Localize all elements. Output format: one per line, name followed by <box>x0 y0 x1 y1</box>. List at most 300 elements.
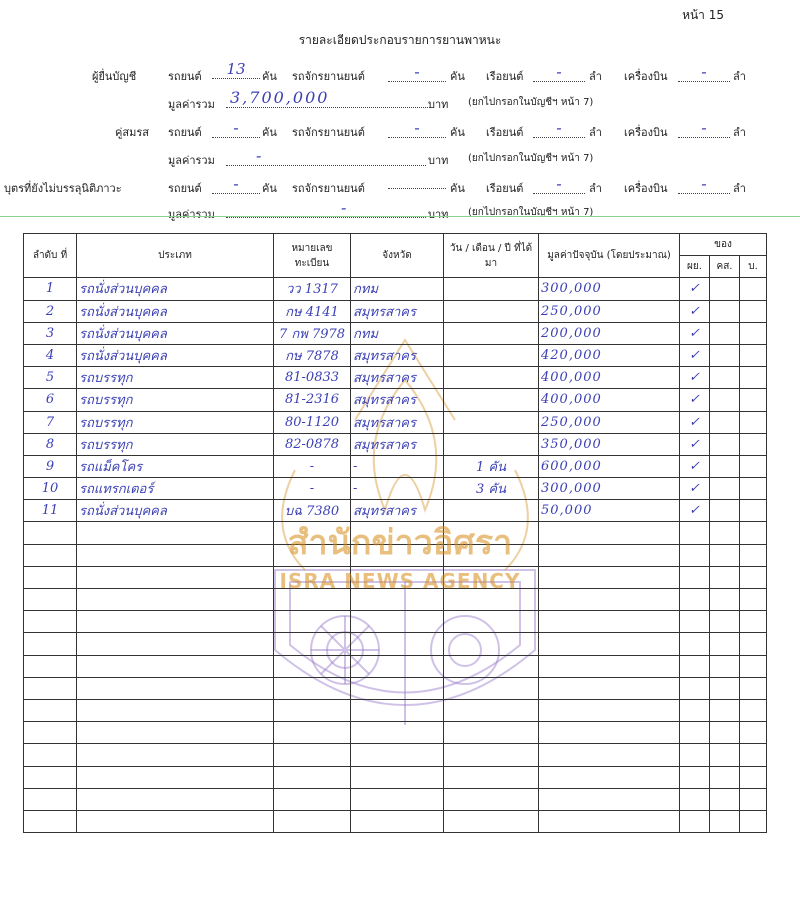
current-value: 200,000 <box>539 322 680 344</box>
empty-cell <box>710 699 740 721</box>
table-row <box>24 344 767 366</box>
total-unit: บาท <box>428 208 449 221</box>
owner-spouse-check <box>710 278 740 300</box>
owner-spouse-check <box>710 367 740 389</box>
car-unit: คัน <box>262 70 277 83</box>
acquired-date: 1 คัน <box>444 455 539 477</box>
empty-cell <box>274 699 351 721</box>
empty-cell <box>351 655 444 677</box>
current-value: 400,000 <box>539 367 680 389</box>
empty-cell <box>680 655 710 677</box>
empty-cell <box>710 677 740 699</box>
empty-cell <box>740 699 767 721</box>
empty-cell <box>77 766 274 788</box>
plane-unit: ลำ <box>733 182 746 195</box>
empty-cell <box>740 766 767 788</box>
boat-label: เรือยนต์ <box>486 70 524 83</box>
empty-cell <box>740 744 767 766</box>
header-plate: หมายเลข ทะเบียน <box>274 234 351 278</box>
empty-cell <box>539 633 680 655</box>
acquired-date <box>444 278 539 300</box>
empty-cell <box>444 699 539 721</box>
total-label: มูลค่ารวม <box>168 208 215 221</box>
empty-cell <box>351 566 444 588</box>
vehicle-type: รถแม็คโคร <box>77 455 274 477</box>
empty-cell <box>444 677 539 699</box>
province: กทม <box>351 278 444 300</box>
empty-cell <box>680 744 710 766</box>
total-label: มูลค่ารวม <box>168 98 215 111</box>
empty-cell <box>539 544 680 566</box>
empty-cell <box>539 611 680 633</box>
vehicle-type: รถนั่งส่วนบุคคล <box>77 344 274 366</box>
row-number: 11 <box>24 500 77 522</box>
empty-cell <box>351 766 444 788</box>
empty-cell <box>444 522 539 544</box>
vehicle-type: รถนั่งส่วนบุคคล <box>77 500 274 522</box>
empty-cell <box>740 544 767 566</box>
row-number: 1 <box>24 278 77 300</box>
empty-cell <box>710 788 740 810</box>
table-row-empty <box>24 611 767 633</box>
car-label: รถยนต์ <box>168 126 202 139</box>
table-row-empty <box>24 589 767 611</box>
empty-cell <box>539 589 680 611</box>
owner-child-check <box>740 367 767 389</box>
row-number: 8 <box>24 433 77 455</box>
empty-cell <box>680 544 710 566</box>
empty-cell <box>351 633 444 655</box>
empty-cell <box>351 522 444 544</box>
owner-spouse-check <box>710 500 740 522</box>
owner-spouse-check <box>710 411 740 433</box>
total-value: 3,700,000 <box>226 88 430 108</box>
boat-unit: ลำ <box>589 126 602 139</box>
moto-label: รถจักรยานยนต์ <box>292 126 365 139</box>
boat-label: เรือยนต์ <box>486 126 524 139</box>
current-value: 400,000 <box>539 389 680 411</box>
empty-cell <box>539 744 680 766</box>
acquired-date <box>444 500 539 522</box>
total-note: (ยกไปกรอกในบัญชีฯ หน้า 7) <box>468 207 594 218</box>
empty-cell <box>740 589 767 611</box>
table-row-empty <box>24 788 767 810</box>
empty-cell <box>680 722 710 744</box>
empty-cell <box>444 744 539 766</box>
car-count: - <box>212 118 260 138</box>
owner-child-check <box>740 500 767 522</box>
province: สมุทรสาคร <box>351 500 444 522</box>
empty-cell <box>24 655 77 677</box>
owner-declarant-check: ✓ <box>680 455 710 477</box>
current-value: 350,000 <box>539 433 680 455</box>
total-unit: บาท <box>428 98 449 111</box>
empty-cell <box>24 744 77 766</box>
empty-cell <box>274 655 351 677</box>
boat-label: เรือยนต์ <box>486 182 524 195</box>
owner-spouse-check <box>710 433 740 455</box>
total-label: มูลค่ารวม <box>168 154 215 167</box>
table-row-empty <box>24 566 767 588</box>
plate-number: 81-2316 <box>274 389 351 411</box>
empty-cell <box>444 544 539 566</box>
empty-cell <box>77 655 274 677</box>
owner-spouse-check <box>710 389 740 411</box>
table-row <box>24 500 767 522</box>
empty-cell <box>710 633 740 655</box>
car-count: - <box>212 174 260 194</box>
owner-spouse-check <box>710 455 740 477</box>
empty-cell <box>351 589 444 611</box>
table-row-empty <box>24 633 767 655</box>
total-note: (ยกไปกรอกในบัญชีฯ หน้า 7) <box>468 153 594 164</box>
vehicle-type: รถบรรทุก <box>77 389 274 411</box>
plate-number: - <box>274 455 351 477</box>
empty-cell <box>710 810 740 832</box>
empty-cell <box>77 744 274 766</box>
empty-cell <box>77 722 274 744</box>
empty-cell <box>351 788 444 810</box>
owner-declarant-check: ✓ <box>680 478 710 500</box>
moto-unit: คัน <box>450 70 465 83</box>
empty-cell <box>539 766 680 788</box>
current-value: 300,000 <box>539 278 680 300</box>
acquired-date <box>444 344 539 366</box>
plane-unit: ลำ <box>733 70 746 83</box>
moto-label: รถจักรยานยนต์ <box>292 182 365 195</box>
empty-cell <box>24 544 77 566</box>
empty-cell <box>77 810 274 832</box>
empty-cell <box>274 722 351 744</box>
car-unit: คัน <box>262 126 277 139</box>
table-row-empty <box>24 655 767 677</box>
owner-spouse-check <box>710 300 740 322</box>
empty-cell <box>740 566 767 588</box>
empty-cell <box>680 566 710 588</box>
moto-unit: คัน <box>450 126 465 139</box>
row-number: 9 <box>24 455 77 477</box>
current-value: 600,000 <box>539 455 680 477</box>
holder-label: บุตรที่ยังไม่บรรลุนิติภาวะ <box>4 182 122 195</box>
plate-number: 80-1120 <box>274 411 351 433</box>
empty-cell <box>274 810 351 832</box>
boat-count: - <box>533 62 585 82</box>
empty-cell <box>710 544 740 566</box>
empty-cell <box>77 699 274 721</box>
empty-cell <box>710 522 740 544</box>
empty-cell <box>710 744 740 766</box>
plane-label: เครื่องบิน <box>624 126 668 139</box>
owner-child-check <box>740 344 767 366</box>
watermark-english: ISRA NEWS AGENCY <box>279 569 521 593</box>
row-number: 10 <box>24 478 77 500</box>
total-value: - <box>226 198 426 218</box>
empty-cell <box>24 589 77 611</box>
empty-cell <box>740 522 767 544</box>
empty-cell <box>274 522 351 544</box>
empty-cell <box>351 677 444 699</box>
table-row <box>24 478 767 500</box>
header-date: วัน / เดือน / ปี ที่ได้มา <box>444 234 539 278</box>
empty-cell <box>680 611 710 633</box>
empty-cell <box>444 633 539 655</box>
moto-label: รถจักรยานยนต์ <box>292 70 365 83</box>
acquired-date: 3 คัน <box>444 478 539 500</box>
empty-cell <box>444 788 539 810</box>
table-row <box>24 322 767 344</box>
owner-declarant-check: ✓ <box>680 433 710 455</box>
row-number: 6 <box>24 389 77 411</box>
header-owner-spouse: คส. <box>710 256 740 278</box>
plate-number: - <box>274 478 351 500</box>
empty-cell <box>77 677 274 699</box>
owner-child-check <box>740 322 767 344</box>
owner-declarant-check: ✓ <box>680 500 710 522</box>
empty-cell <box>740 788 767 810</box>
empty-cell <box>539 655 680 677</box>
empty-cell <box>274 766 351 788</box>
table-row-empty <box>24 766 767 788</box>
empty-cell <box>680 633 710 655</box>
owner-declarant-check: ✓ <box>680 278 710 300</box>
holder-label: คู่สมรส <box>115 126 149 139</box>
row-number: 4 <box>24 344 77 366</box>
current-value: 300,000 <box>539 478 680 500</box>
empty-cell <box>444 566 539 588</box>
empty-cell <box>710 611 740 633</box>
moto-unit: คัน <box>450 182 465 195</box>
table-row-empty <box>24 677 767 699</box>
vehicle-table-body <box>24 278 767 833</box>
empty-cell <box>77 589 274 611</box>
acquired-date <box>444 300 539 322</box>
row-number: 7 <box>24 411 77 433</box>
empty-cell <box>24 699 77 721</box>
vehicle-type: รถนั่งส่วนบุคคล <box>77 300 274 322</box>
owner-child-check <box>740 389 767 411</box>
acquired-date <box>444 322 539 344</box>
empty-cell <box>24 788 77 810</box>
empty-cell <box>740 611 767 633</box>
owner-child-check <box>740 455 767 477</box>
plane-label: เครื่องบิน <box>624 182 668 195</box>
row-number: 2 <box>24 300 77 322</box>
empty-cell <box>24 566 77 588</box>
empty-cell <box>680 589 710 611</box>
empty-cell <box>77 522 274 544</box>
header-owner: ของ <box>680 234 767 256</box>
boat-count: - <box>533 174 585 194</box>
plate-number: กษ 4141 <box>274 300 351 322</box>
empty-cell <box>444 611 539 633</box>
vehicle-type: รถบรรทุก <box>77 367 274 389</box>
table-row-empty <box>24 810 767 832</box>
empty-cell <box>77 544 274 566</box>
empty-cell <box>351 744 444 766</box>
acquired-date <box>444 433 539 455</box>
empty-cell <box>24 722 77 744</box>
plane-count: - <box>678 118 730 138</box>
empty-cell <box>24 766 77 788</box>
plate-number: วว 1317 <box>274 278 351 300</box>
empty-cell <box>539 810 680 832</box>
empty-cell <box>351 611 444 633</box>
header-province: จังหวัด <box>351 234 444 278</box>
plate-number: กษ 7878 <box>274 344 351 366</box>
section-divider <box>0 216 800 217</box>
empty-cell <box>351 699 444 721</box>
empty-cell <box>77 611 274 633</box>
empty-cell <box>444 766 539 788</box>
owner-declarant-check: ✓ <box>680 367 710 389</box>
empty-cell <box>680 810 710 832</box>
plane-unit: ลำ <box>733 126 746 139</box>
empty-cell <box>680 522 710 544</box>
province: สมุทรสาคร <box>351 300 444 322</box>
province: สมุทรสาคร <box>351 389 444 411</box>
owner-spouse-check <box>710 478 740 500</box>
moto-count: - <box>388 62 446 82</box>
car-count: 13 <box>212 60 260 79</box>
plate-number: 82-0878 <box>274 433 351 455</box>
page-title: รายละเอียดประกอบรายการยานพาหนะ <box>298 33 502 47</box>
table-row-empty <box>24 722 767 744</box>
empty-cell <box>351 722 444 744</box>
current-value: 250,000 <box>539 411 680 433</box>
current-value: 420,000 <box>539 344 680 366</box>
empty-cell <box>274 788 351 810</box>
province: สมุทรสาคร <box>351 367 444 389</box>
holder-label: ผู้ยื่นบัญชี <box>92 70 137 83</box>
owner-child-check <box>740 478 767 500</box>
header-order: ลำดับ ที่ <box>24 234 77 278</box>
total-unit: บาท <box>428 154 449 167</box>
empty-cell <box>77 633 274 655</box>
empty-cell <box>351 810 444 832</box>
empty-cell <box>274 544 351 566</box>
plane-count: - <box>678 62 730 82</box>
empty-cell <box>710 566 740 588</box>
empty-cell <box>274 633 351 655</box>
province: กทม <box>351 322 444 344</box>
table-row <box>24 433 767 455</box>
table-row <box>24 455 767 477</box>
empty-cell <box>77 566 274 588</box>
empty-cell <box>274 611 351 633</box>
empty-cell <box>740 655 767 677</box>
empty-cell <box>274 744 351 766</box>
empty-cell <box>710 655 740 677</box>
acquired-date <box>444 367 539 389</box>
car-label: รถยนต์ <box>168 70 202 83</box>
empty-cell <box>274 677 351 699</box>
empty-cell <box>710 766 740 788</box>
plane-count: - <box>678 174 730 194</box>
boat-unit: ลำ <box>589 182 602 195</box>
empty-cell <box>680 766 710 788</box>
current-value: 250,000 <box>539 300 680 322</box>
table-row <box>24 367 767 389</box>
owner-child-check <box>740 411 767 433</box>
empty-cell <box>680 699 710 721</box>
empty-cell <box>24 611 77 633</box>
acquired-date <box>444 389 539 411</box>
empty-cell <box>680 788 710 810</box>
empty-cell <box>539 699 680 721</box>
empty-cell <box>539 722 680 744</box>
empty-cell <box>24 522 77 544</box>
header-type: ประเภท <box>77 234 274 278</box>
vehicle-type: รถนั่งส่วนบุคคล <box>77 278 274 300</box>
empty-cell <box>351 544 444 566</box>
province: - <box>351 455 444 477</box>
table-row-empty <box>24 699 767 721</box>
moto-count <box>388 174 446 189</box>
total-note: (ยกไปกรอกในบัญชีฯ หน้า 7) <box>468 97 594 108</box>
header-owner-declarant: ผย. <box>680 256 710 278</box>
owner-declarant-check: ✓ <box>680 411 710 433</box>
row-number: 3 <box>24 322 77 344</box>
empty-cell <box>740 677 767 699</box>
car-label: รถยนต์ <box>168 182 202 195</box>
vehicle-table <box>23 233 767 833</box>
empty-cell <box>444 655 539 677</box>
empty-cell <box>710 589 740 611</box>
empty-cell <box>77 788 274 810</box>
vehicle-type: รถแทรกเตอร์ <box>77 478 274 500</box>
empty-cell <box>710 722 740 744</box>
table-row <box>24 300 767 322</box>
empty-cell <box>444 810 539 832</box>
empty-cell <box>24 633 77 655</box>
empty-cell <box>24 810 77 832</box>
watermark-thai: สำนักข่าวอิศรา <box>287 523 513 563</box>
page-number: หน้า 15 <box>682 8 724 22</box>
empty-cell <box>740 633 767 655</box>
owner-spouse-check <box>710 322 740 344</box>
province: สมุทรสาคร <box>351 411 444 433</box>
header-owner-child: บ. <box>740 256 767 278</box>
province: สมุทรสาคร <box>351 344 444 366</box>
plate-number: 7 กพ 7978 <box>274 322 351 344</box>
owner-child-check <box>740 278 767 300</box>
owner-declarant-check: ✓ <box>680 389 710 411</box>
owner-child-check <box>740 433 767 455</box>
empty-cell <box>539 677 680 699</box>
row-number: 5 <box>24 367 77 389</box>
owner-child-check <box>740 300 767 322</box>
empty-cell <box>740 810 767 832</box>
plate-number: 81-0833 <box>274 367 351 389</box>
empty-cell <box>24 677 77 699</box>
owner-declarant-check: ✓ <box>680 300 710 322</box>
empty-cell <box>444 722 539 744</box>
current-value: 50,000 <box>539 500 680 522</box>
empty-cell <box>444 589 539 611</box>
plate-number: บฉ 7380 <box>274 500 351 522</box>
empty-cell <box>680 677 710 699</box>
empty-cell <box>539 788 680 810</box>
owner-declarant-check: ✓ <box>680 322 710 344</box>
owner-declarant-check: ✓ <box>680 344 710 366</box>
empty-cell <box>539 522 680 544</box>
table-row-empty <box>24 522 767 544</box>
total-value: - <box>226 146 426 166</box>
empty-cell <box>740 722 767 744</box>
vehicle-type: รถบรรทุก <box>77 433 274 455</box>
acquired-date <box>444 411 539 433</box>
vehicle-type: รถนั่งส่วนบุคคล <box>77 322 274 344</box>
